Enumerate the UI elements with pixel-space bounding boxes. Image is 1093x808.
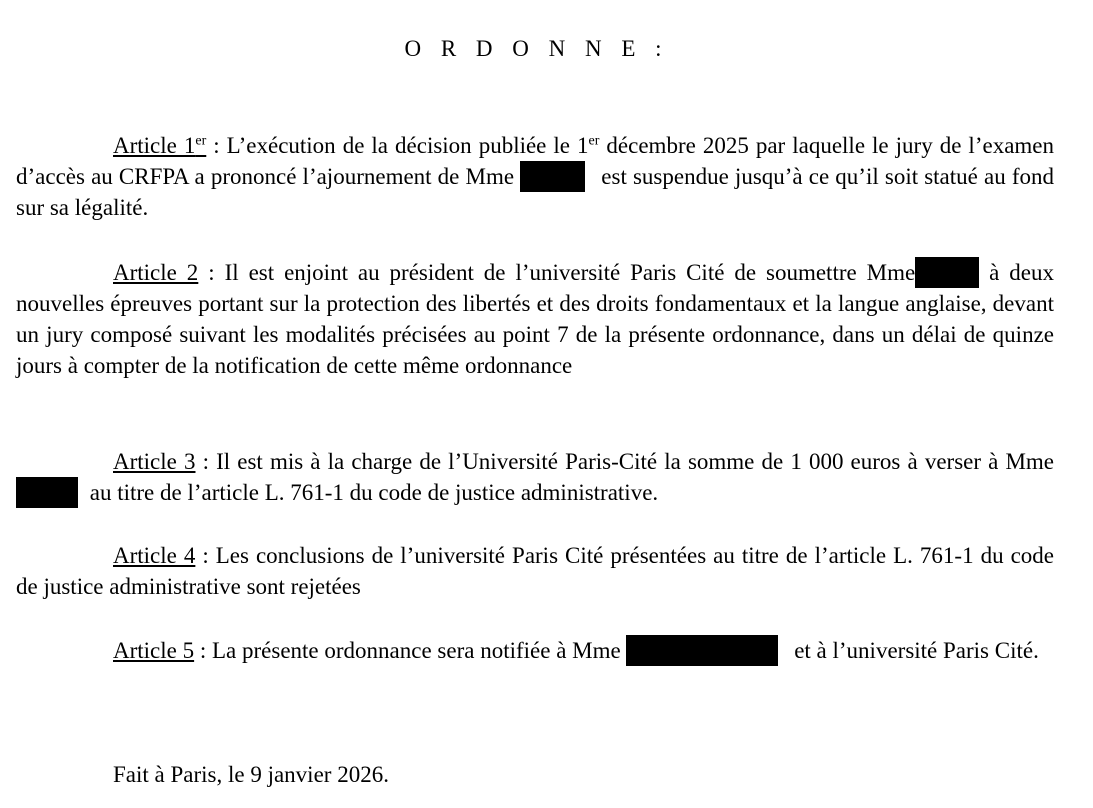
article-1-text-part: décembre 2025 par laquelle le jury de l’examen d’accès au CRFPA a prononcé l’ajournement de Mme bbox=[16, 133, 1055, 189]
article-5-text-part: : La présente ordonnance sera notifiée à Mme bbox=[194, 638, 627, 663]
article-5-label: Article 5 bbox=[113, 638, 195, 663]
article-2-text-part: : Il est enjoint au président de l’université Paris Cité de soumettre Mme bbox=[198, 260, 916, 285]
article-5-text-part: et à l’université Paris Cité. bbox=[788, 638, 1039, 663]
article-3-text-part: : Il est mis à la charge de l’Université Paris-Cité la somme de 1 000 euros à verser à Mme bbox=[195, 449, 1055, 474]
article-1-text-part: : L’exécution de la décision publiée le 1 bbox=[206, 133, 589, 158]
article-2-text-part: à deux nouvelles épreuves portant sur la protection des libertés et des droits fondamentaux et la langue anglaise, devant un jury composé suivant les modalités précisées au point 7 de la présente ordonnance, dans un délai de quinze jours à compter de la notification de cette même ordonnance bbox=[16, 260, 1055, 378]
closing-line: Fait à Paris, le 9 janvier 2026. bbox=[113, 762, 389, 787]
article-1-superscript: er bbox=[588, 133, 600, 149]
article-1-label-superscript: er bbox=[195, 133, 207, 149]
article-1-text-part: est suspendue jusqu’à ce qu’il soit statué au fond sur sa légalité. bbox=[16, 164, 1054, 220]
article-1-label-text: Article 1 bbox=[113, 133, 196, 158]
article-2-label: Article 2 bbox=[113, 260, 199, 285]
article-4-label: Article 4 bbox=[113, 543, 196, 568]
article-4-text: : Les conclusions de l’université Paris Cité présentées au titre de l’article L. 761-1 du code de justice administrative sont rejetées bbox=[16, 543, 1054, 599]
article-3-label: Article 3 bbox=[113, 449, 196, 474]
article-1-label bbox=[113, 133, 206, 158]
article-3 bbox=[16, 446, 1054, 508]
article-4 bbox=[16, 540, 1054, 602]
document-heading: O R D O N N E : bbox=[404, 36, 669, 61]
article-1 bbox=[16, 130, 1054, 223]
article-3-text-part: au titre de l’article L. 761-1 du code de justice administrative. bbox=[84, 480, 659, 505]
redacted-name-block bbox=[16, 477, 78, 508]
article-2 bbox=[16, 257, 1054, 381]
redacted-name-block bbox=[915, 257, 979, 288]
redacted-name-block bbox=[520, 161, 585, 192]
redacted-name-block bbox=[626, 635, 778, 666]
article-5 bbox=[16, 635, 1054, 666]
